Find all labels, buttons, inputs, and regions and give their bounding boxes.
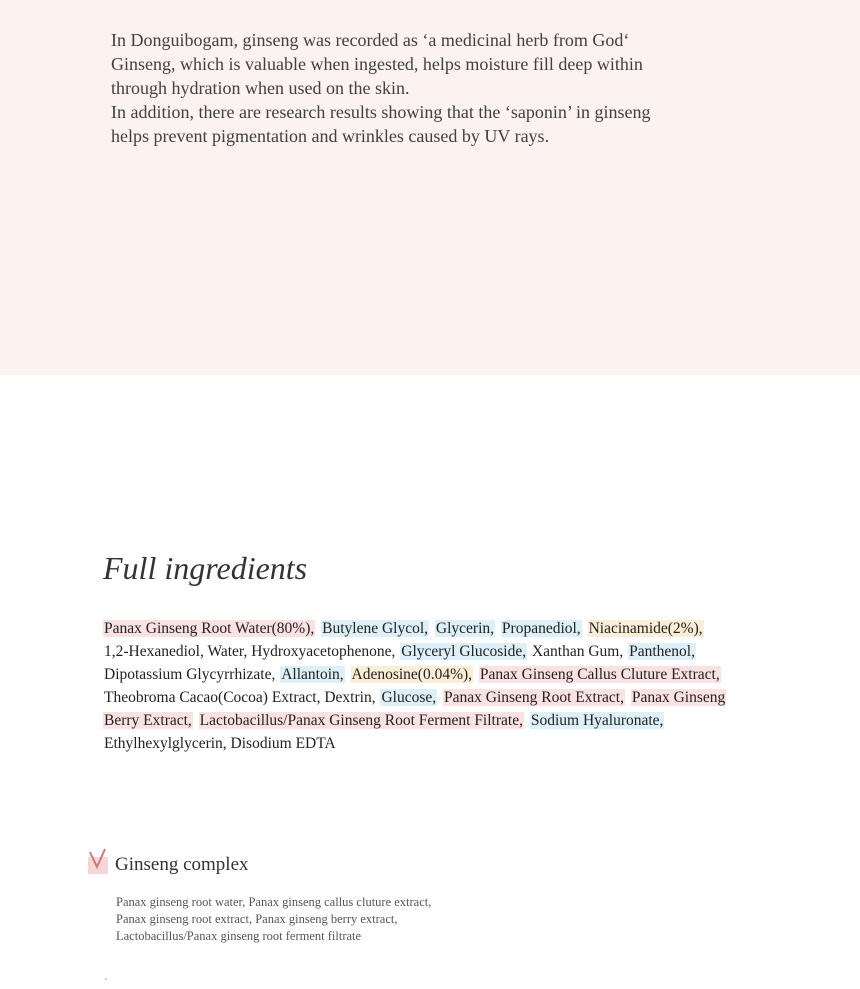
ingredients-title: Full ingredients bbox=[103, 550, 308, 586]
complex-title: Ginseng complex bbox=[115, 854, 249, 875]
bottom-tick-mark: ´ bbox=[104, 978, 108, 989]
ingredient-line bbox=[103, 663, 763, 686]
ingredient-line bbox=[103, 617, 763, 640]
intro-line: through hydration when used on the skin. bbox=[111, 78, 410, 98]
ingredient-text: Ethylhexylglycerin, Disodium EDTA bbox=[104, 735, 336, 752]
intro-line: In addition, there are research results showing that the ‘saponin’ in ginseng bbox=[111, 102, 651, 122]
ingredient-line bbox=[103, 686, 763, 709]
ingredient-highlight-pink: Panax Ginseng Root Extract, bbox=[444, 689, 624, 706]
complex-line: Panax ginseng root water, Panax ginseng callus cluture extract, bbox=[116, 895, 432, 909]
ingredient-highlight-pink: Panax Ginseng Root Water(80%), bbox=[104, 620, 315, 637]
ingredient-highlight-blue: Glyceryl Glucoside, bbox=[401, 643, 527, 660]
ingredient-highlight-pink: Panax Ginseng bbox=[631, 689, 726, 706]
complex-line: Panax ginseng root extract, Panax ginseng berry extract, bbox=[116, 912, 398, 926]
ingredient-text bbox=[524, 712, 530, 729]
ingredient-highlight-blue: Panthenol, bbox=[629, 643, 695, 660]
ingredient-text bbox=[582, 620, 588, 637]
ingredient-line bbox=[103, 709, 763, 732]
ingredient-highlight-pink: Lactobacillus/Panax Ginseng Root Ferment Filtrate, bbox=[199, 712, 523, 729]
ingredient-text: Xanthan Gum, bbox=[528, 643, 628, 660]
ingredient-highlight-blue: Butylene Glycol, bbox=[322, 620, 429, 637]
ingredients-list bbox=[103, 617, 763, 755]
ingredient-highlight-pink: Berry Extract, bbox=[104, 712, 192, 729]
ingredient-line bbox=[103, 640, 763, 663]
check-mark-icon bbox=[88, 846, 108, 874]
ingredient-highlight-blue: Sodium Hyaluronate, bbox=[530, 712, 664, 729]
ingredient-highlight-blue: Glycerin, bbox=[435, 620, 495, 637]
complex-description bbox=[116, 894, 431, 945]
ingredient-highlight-blue: Glucose, bbox=[381, 689, 437, 706]
ingredient-text bbox=[193, 712, 199, 729]
intro-section bbox=[0, 0, 860, 375]
ingredient-text bbox=[345, 666, 351, 683]
intro-line: Ginseng, which is valuable when ingested, helps moisture fill deep within bbox=[111, 54, 643, 74]
ingredient-highlight-blue: Allantoin, bbox=[281, 666, 344, 683]
ingredient-text: 1,2-Hexanediol, Water, Hydroxyacetophenone, bbox=[104, 643, 400, 660]
ingredient-highlight-pink: Panax Ginseng Callus Cluture Extract, bbox=[479, 666, 720, 683]
ingredient-highlight-yellow: Adenosine(0.04%), bbox=[351, 666, 473, 683]
ingredient-highlight-yellow: Niacinamide(2%), bbox=[588, 620, 703, 637]
ingredient-highlight-blue: Propanediol, bbox=[501, 620, 581, 637]
complex-line: Lactobacillus/Panax ginseng root ferment filtrate bbox=[116, 929, 362, 943]
intro-line: helps prevent pigmentation and wrinkles caused by UV rays. bbox=[111, 126, 550, 146]
ingredient-text: Theobroma Cacao(Cocoa) Extract, Dextrin, bbox=[104, 689, 380, 706]
ingredient-text: Dipotassium Glycyrrhizate, bbox=[104, 666, 280, 683]
ingredient-text bbox=[625, 689, 631, 706]
intro-paragraph bbox=[111, 28, 751, 148]
intro-line: In Donguibogam, ginseng was recorded as ‘a medicinal herb from God‘ bbox=[111, 30, 630, 50]
ingredient-line bbox=[103, 732, 763, 755]
